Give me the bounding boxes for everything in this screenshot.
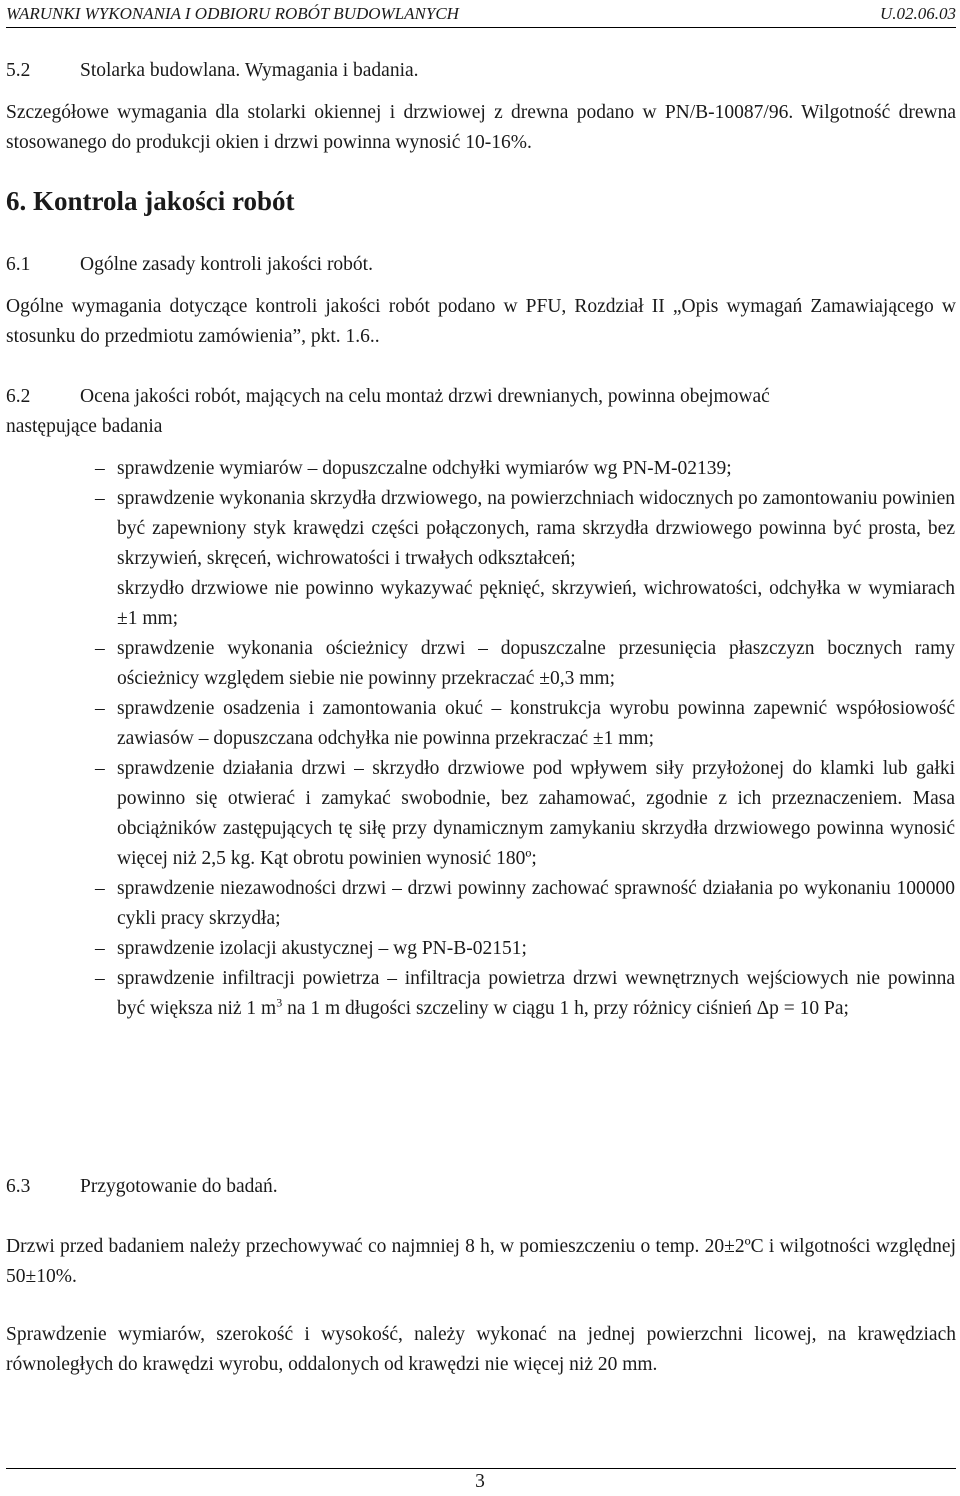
section-6-3-paragraph-2: Sprawdzenie wymiarów, szerokość i wysokość, należy wykonać na jednej powierzchni licowej, na krawędziach równoległych do krawędzi wyrobu, oddalonych od krawędzi nie więcej niż 20 mm. (6, 1324, 956, 1375)
list-item (95, 634, 955, 694)
section-6-1-heading (6, 250, 956, 280)
list-item-text: sprawdzenie niezawodności drzwi – drzwi powinny zachować sprawność działania po wykonaniu 100000 cykli pracy skrzydła; (117, 878, 955, 929)
footer-divider (6, 1468, 956, 1469)
list-dash: – (95, 488, 105, 509)
list-dash: – (95, 458, 105, 479)
section-6-1-paragraph: Ogólne wymagania dotyczące kontroli jakości robót podano w PFU, Rozdział II „Opis wymagań Zamawiającego w stosunku do przedmiotu zamówienia”, pkt. 1.6.. (6, 296, 956, 347)
header-code: U.02.06.03 (879, 4, 956, 23)
running-header (6, 4, 956, 26)
section-title: Ogólne zasady kontroli jakości robót. (80, 254, 373, 275)
list-item (95, 754, 955, 874)
list-item-text: sprawdzenie infiltracji powietrza – infiltracja powietrza drzwi wewnętrznych wejściowych nie powinna być większa niż 1 m (117, 968, 955, 1019)
superscript: 3 (276, 995, 283, 1010)
intro-text: Ocena jakości robót, mających na celu montaż drzwi drewnianych, powinna obejmować (80, 386, 770, 407)
section-5-2-heading (6, 56, 956, 86)
list-item (95, 574, 955, 634)
list-dash: – (95, 968, 105, 989)
list-dash: – (95, 938, 105, 959)
section-number: 5.2 (6, 60, 31, 81)
section-6-3-paragraph-1: Drzwi przed badaniem należy przechowywać co najmniej 8 h, w pomieszczeniu o temp. 20±2ºC i wilgotności względnej 50±10%. (6, 1236, 956, 1287)
list-item (95, 964, 955, 1024)
section-6-2-intro (6, 382, 956, 442)
test-list (95, 454, 955, 1024)
page-number: 3 (475, 1471, 485, 1492)
section-number: 6.1 (6, 254, 31, 275)
list-item-text: sprawdzenie wykonania ościeżnicy drzwi – dopuszczalne przesunięcia płaszczyzn bocznych ramy ościeżnicy względem siebie nie powinny przekraczać ±0,3 mm; (117, 638, 955, 689)
list-item-text: skrzydło drzwiowe nie powinno wykazywać pęknięć, skrzywień, wichrowatości, odchyłka w wymiarach ±1 mm; (117, 578, 955, 629)
section-title: Przygotowanie do badań. (80, 1176, 278, 1197)
section-number: 6.2 (6, 386, 31, 407)
list-item-text: sprawdzenie wykonania skrzydła drzwiowego, na powierzchniach widocznych po zamontowaniu powinien być zapewniony styk krawędzi części połączonych, rama skrzydła drzwiowego powinna być prosta, bez skrzywień, skręceń, wichrowatości i trwałych odkształceń; (117, 488, 955, 569)
intro-text-line2: następujące badania (6, 416, 163, 437)
section-title: Stolarka budowlana. Wymagania i badania. (80, 60, 419, 81)
list-item (95, 874, 955, 934)
list-item-text: sprawdzenie wymiarów – dopuszczalne odchyłki wymiarów wg PN-M-02139; (117, 458, 732, 479)
list-dash: – (95, 698, 105, 719)
list-item-text: sprawdzenie osadzenia i zamontowania okuć – konstrukcja wyrobu powinna zapewnić współosiowość zawiasów – dopuszczana odchyłka nie powinna przekraczać ±1 mm; (117, 698, 955, 749)
list-item-text-cont: na 1 m długości szczeliny w ciągu 1 h, przy różnicy ciśnień Δp = 10 Pa; (282, 998, 849, 1019)
section-number: 6.3 (6, 1176, 31, 1197)
chapter-6-heading: 6. Kontrola jakości robót (6, 186, 295, 216)
header-divider (6, 27, 956, 28)
list-item (95, 454, 955, 484)
list-dash: – (95, 758, 105, 779)
list-item (95, 694, 955, 754)
list-item (95, 484, 955, 574)
list-dash: – (95, 878, 105, 899)
section-6-3-heading (6, 1172, 956, 1202)
header-title: WARUNKI WYKONANIA I ODBIORU ROBÓT BUDOWLANYCH (6, 4, 459, 23)
list-item-text: sprawdzenie działania drzwi – skrzydło drzwiowe pod wpływem siły przyłożonej do klamki lub gałki powinno się otwierać i zamykać swobodnie, bez zahamować, zgodnie z ich przeznaczeniem. Masa obciążników zastępujących tę siłę przy dynamicznym zamykaniu skrzydła drzwiowego powinna wynosić więcej niż 2,5 kg. Kąt obrotu powinien wynosić 180º; (117, 758, 955, 869)
list-item (95, 934, 955, 964)
section-5-2-paragraph: Szczegółowe wymagania dla stolarki okiennej i drzwiowej z drewna podano w PN/B-10087/96. Wilgotność drewna stosowanego do produkcji okien i drzwi powinna wynosić 10-16%. (6, 102, 956, 153)
list-dash: – (95, 638, 105, 659)
list-item-text: sprawdzenie izolacji akustycznej – wg PN-B-02151; (117, 938, 527, 959)
